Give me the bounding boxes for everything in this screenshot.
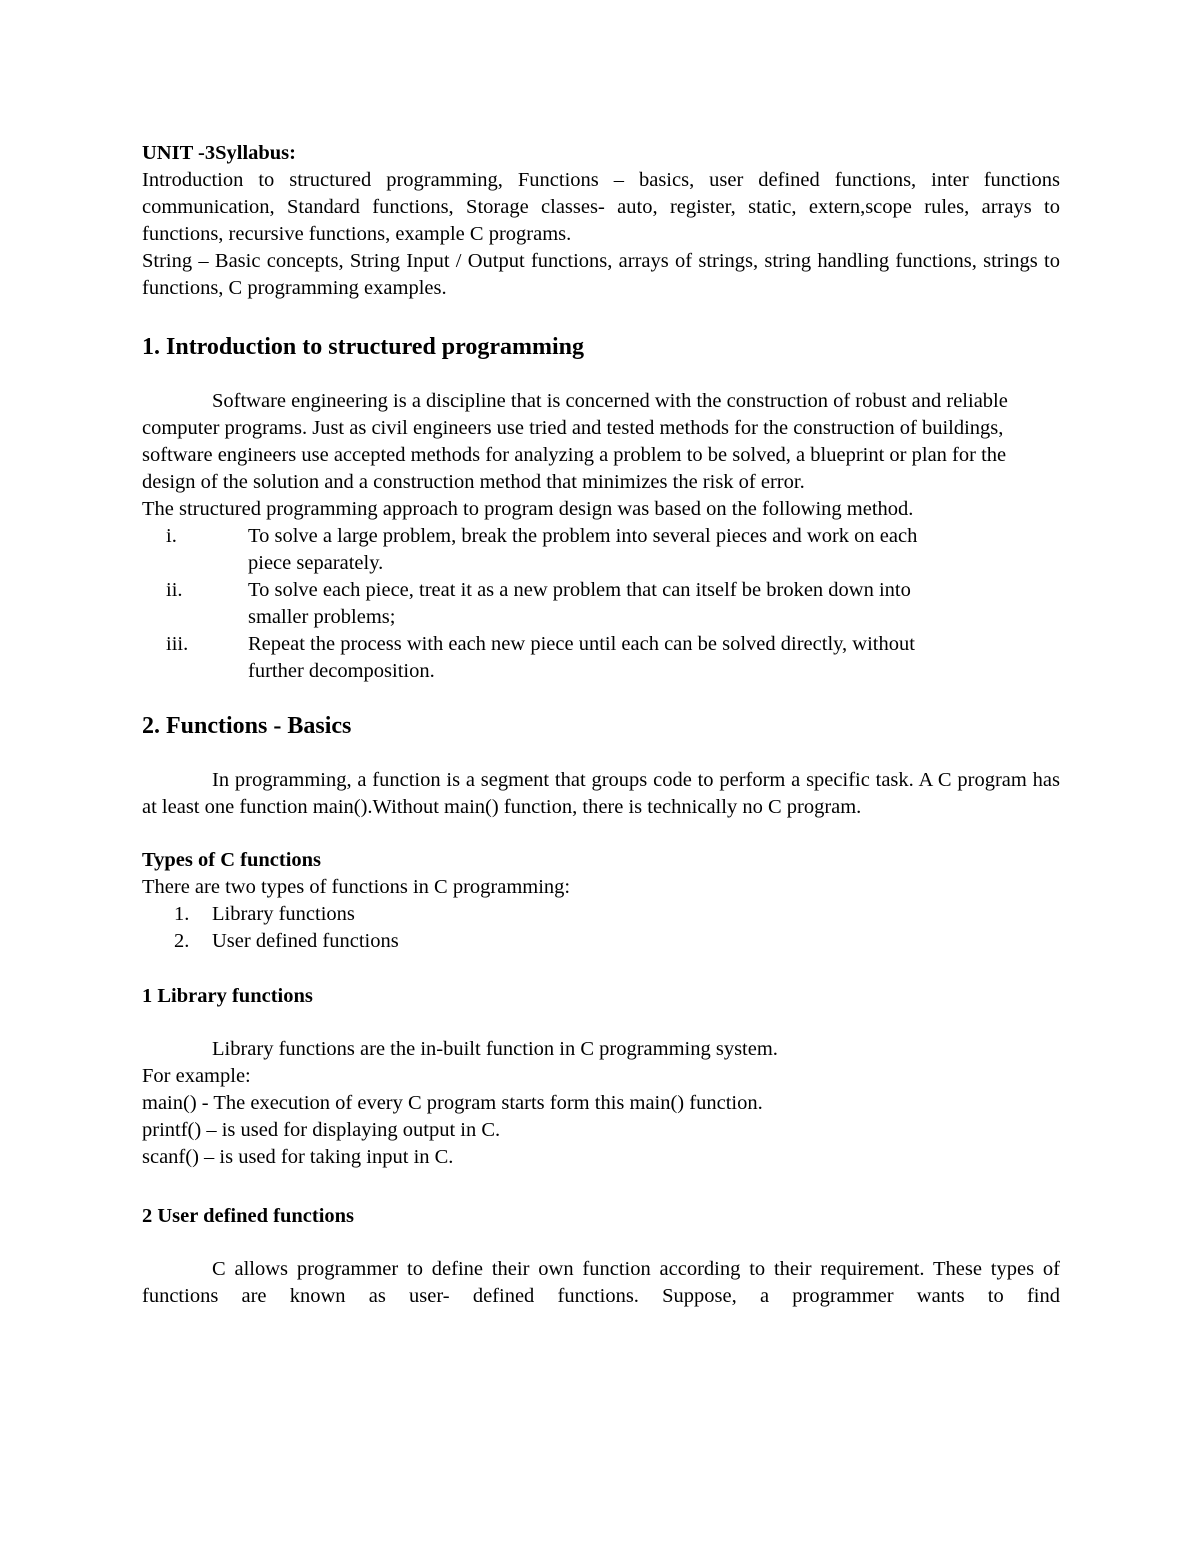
section-1-paragraph: Software engineering is a discipline that is concerned with the construction of robust and reliable computer programs. Just as civil engineers use tried and tested methods for the construction of buildings, software engineers use accepted methods for analyzing a problem to be solved, a blueprint or plan for the design of the solution and a construction method that minimizes the risk of error. xyxy=(142,390,1008,493)
example-line-scanf: scanf() – is used for taking input in C. xyxy=(142,1146,454,1168)
list-item-text: Repeat the process with each new piece until each can be solved directly, without further decomposition. xyxy=(248,633,915,682)
list-item xyxy=(142,523,928,577)
section-1-method-intro: The structured programming approach to program design was based on the following method. xyxy=(142,498,914,520)
function-types-list xyxy=(142,901,1060,955)
syllabus-heading: UNIT -3Syllabus: xyxy=(142,142,296,164)
list-item-text: Library functions xyxy=(212,903,355,925)
list-item xyxy=(142,631,928,685)
syllabus-topics: Introduction to structured programming, Functions – basics, user defined functions, inter functions communication, Standard functions, Storage classes- auto, register, static, extern,scope rules, arrays to functions, recursive functions, example C programs. xyxy=(142,169,1060,245)
list-marker: iii. xyxy=(166,633,189,655)
method-steps-list xyxy=(142,523,1060,685)
types-heading: Types of C functions xyxy=(142,849,322,871)
list-marker: 1. xyxy=(174,903,190,925)
list-item xyxy=(142,928,1060,955)
section-1-heading: 1. Introduction to structured programming xyxy=(142,334,585,360)
list-marker: 2. xyxy=(174,930,190,952)
example-label: For example: xyxy=(142,1065,251,1087)
section-2-paragraph: In programming, a function is a segment that groups code to perform a specific task. A C program has at least one function main().Without main() function, there is technically no C program. xyxy=(142,769,1060,818)
syllabus-string-topics: String – Basic concepts, String Input / Output functions, arrays of strings, string handling functions, strings to functions, C programming examples. xyxy=(142,250,1060,299)
list-marker: i. xyxy=(166,525,177,547)
list-item-text: User defined functions xyxy=(212,930,399,952)
document-page xyxy=(142,140,1060,1310)
section-2-heading: 2. Functions - Basics xyxy=(142,713,352,739)
types-intro: There are two types of functions in C programming: xyxy=(142,876,571,898)
list-marker: ii. xyxy=(166,579,183,601)
list-item xyxy=(142,901,1060,928)
list-item xyxy=(142,577,928,631)
list-item-text: To solve each piece, treat it as a new problem that can itself be broken down into smaller problems; xyxy=(248,579,911,628)
example-line-main: main() - The execution of every C program starts form this main() function. xyxy=(142,1092,763,1114)
user-defined-functions-paragraph: C allows programmer to define their own function according to their requirement. These types of functions are known as user- defined functions. Suppose, a programmer wants to find xyxy=(142,1258,1060,1307)
list-item-text: To solve a large problem, break the problem into several pieces and work on each piece separately. xyxy=(248,525,918,574)
user-defined-functions-heading: 2 User defined functions xyxy=(142,1205,355,1227)
library-functions-paragraph: Library functions are the in-built function in C programming system. xyxy=(212,1038,778,1060)
example-line-printf: printf() – is used for displaying output in C. xyxy=(142,1119,501,1141)
library-functions-heading: 1 Library functions xyxy=(142,985,313,1007)
